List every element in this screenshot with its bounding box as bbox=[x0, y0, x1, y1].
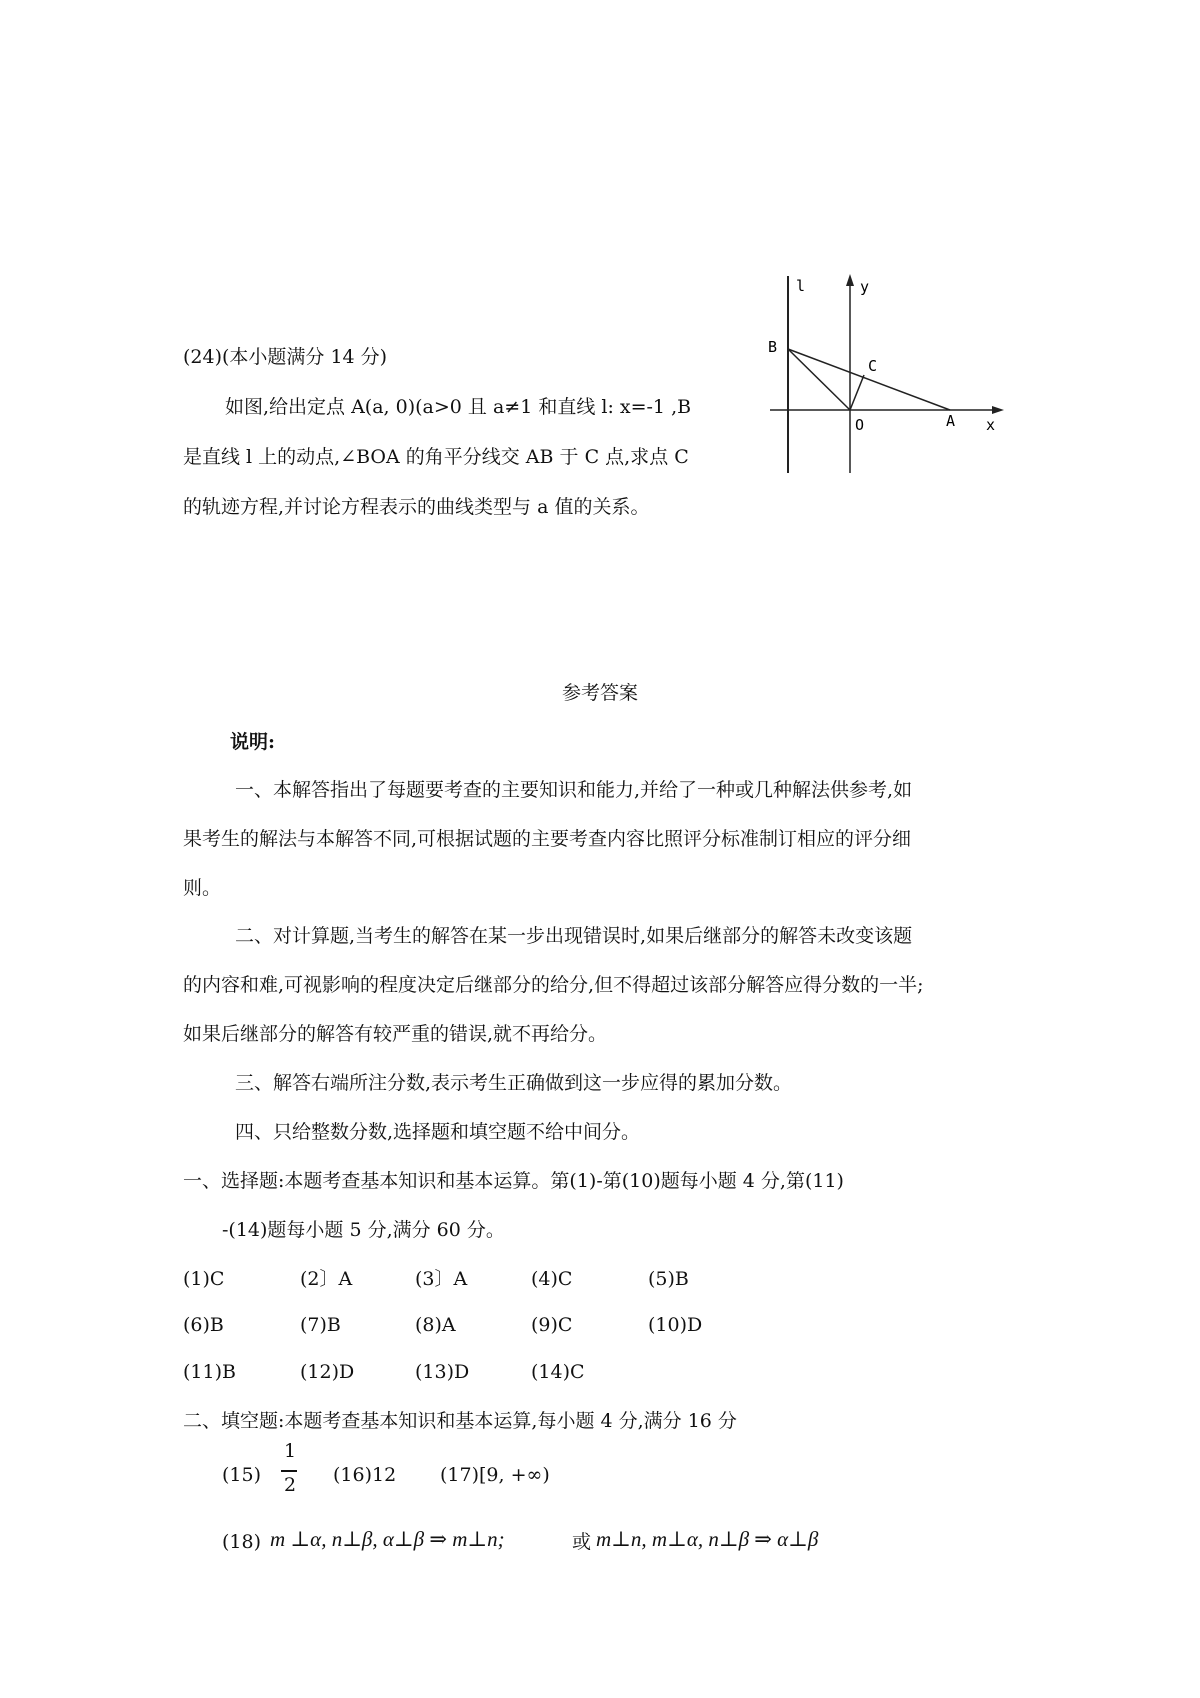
choice-answer: (5)B bbox=[648, 1268, 689, 1290]
answers-title: 参考答案 bbox=[562, 682, 639, 704]
note-2-line-2: 的内容和难,可视影响的程度决定后继部分的给分,但不得超过该部分解答应得分数的一半; bbox=[183, 974, 924, 996]
note-1-line-2: 果考生的解法与本解答不同,可根据试题的主要考查内容比照评分标准制订相应的评分细 bbox=[183, 828, 912, 850]
fraction-bar bbox=[281, 1470, 297, 1472]
choice-answer: (14)C bbox=[531, 1361, 585, 1383]
label-A: A bbox=[946, 412, 956, 430]
label-x: x bbox=[986, 416, 996, 434]
choice-answer: (13)D bbox=[415, 1361, 470, 1383]
fill-16: (16)12 bbox=[333, 1464, 397, 1486]
question-24-line-1: 如图,给出定点 A(a, 0)(a>0 且 a≠1 和直线 l: x=-1 ,B bbox=[225, 396, 692, 418]
label-C: C bbox=[868, 357, 878, 375]
x-axis-arrow bbox=[992, 406, 1004, 414]
note-1-line-3: 则。 bbox=[183, 877, 222, 899]
y-axis-arrow bbox=[846, 274, 854, 286]
segment-BO bbox=[788, 349, 850, 410]
choice-answer: (2〕A bbox=[300, 1268, 353, 1290]
choice-answer: (3〕A bbox=[415, 1268, 468, 1290]
choice-answer: (7)B bbox=[300, 1314, 341, 1336]
fill-18-label: (18) bbox=[222, 1531, 262, 1553]
label-y: y bbox=[860, 278, 870, 296]
choice-answer: (8)A bbox=[415, 1314, 456, 1336]
choice-answer: (11)B bbox=[183, 1361, 236, 1383]
question-24-line-3: 的轨迹方程,并讨论方程表示的曲线类型与 a 值的关系。 bbox=[183, 496, 650, 518]
fill-15-label: (15) bbox=[222, 1464, 262, 1486]
section-1-line-2: -(14)题每小题 5 分,满分 60 分。 bbox=[222, 1219, 505, 1241]
note-2-line-1: 二、对计算题,当考生的解答在某一步出现错误时,如果后继部分的解答未改变该题 bbox=[235, 925, 913, 947]
question-24-header: (24)(本小题满分 14 分) bbox=[183, 346, 388, 368]
label-l: l bbox=[796, 277, 806, 295]
note-2-line-3: 如果后继部分的解答有较严重的错误,就不再给分。 bbox=[183, 1023, 608, 1045]
fill-17: (17)[9, +∞) bbox=[440, 1464, 550, 1486]
note-1-line-1: 一、本解答指出了每题要考查的主要知识和能力,并给了一种或几种解法供参考,如 bbox=[235, 779, 913, 801]
segment-OC bbox=[850, 375, 864, 410]
section-2: 二、填空题:本题考查基本知识和基本运算,每小题 4 分,满分 16 分 bbox=[183, 1410, 737, 1432]
label-B: B bbox=[768, 338, 778, 356]
choice-answer: (9)C bbox=[531, 1314, 573, 1336]
geometry-figure bbox=[760, 268, 1010, 478]
fill-18-or: 或 bbox=[572, 1531, 592, 1553]
fill-18-expression-2: m⊥n, m⊥α, n⊥β ⇒ α⊥β bbox=[596, 1527, 819, 1551]
label-O: O bbox=[855, 416, 865, 434]
note-3: 三、解答右端所注分数,表示考生正确做到这一步应得的累加分数。 bbox=[235, 1072, 793, 1094]
choice-answer: (1)C bbox=[183, 1268, 225, 1290]
choice-answer: (4)C bbox=[531, 1268, 573, 1290]
fill-18-expression-1: m ⊥α, n⊥β, α⊥β ⇒ m⊥n; bbox=[270, 1527, 505, 1551]
note-4: 四、只给整数分数,选择题和填空题不给中间分。 bbox=[235, 1121, 641, 1143]
choice-answer: (10)D bbox=[648, 1314, 703, 1336]
fraction-denominator: 2 bbox=[283, 1474, 297, 1496]
note-label: 说明: bbox=[230, 731, 276, 753]
choice-answer: (12)D bbox=[300, 1361, 355, 1383]
section-1-line-1: 一、选择题:本题考查基本知识和基本运算。第(1)-第(10)题每小题 4 分,第(11) bbox=[183, 1170, 844, 1192]
choice-answer: (6)B bbox=[183, 1314, 224, 1336]
question-24-line-2: 是直线 l 上的动点,∠BOA 的角平分线交 AB 于 C 点,求点 C bbox=[183, 446, 689, 468]
fraction-numerator: 1 bbox=[283, 1440, 297, 1462]
